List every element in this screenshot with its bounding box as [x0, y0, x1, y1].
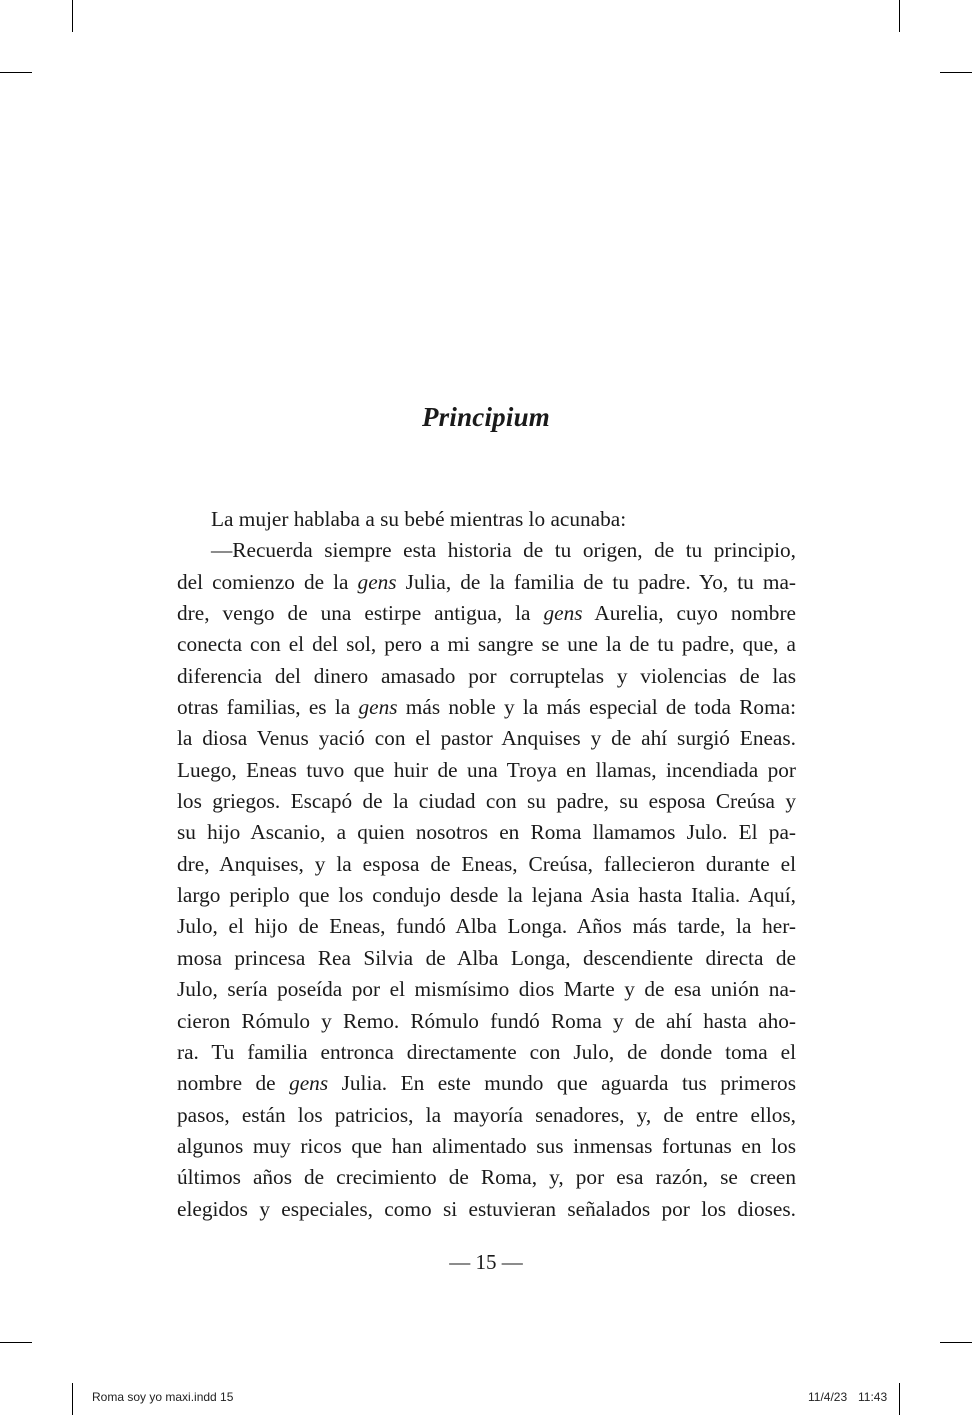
crop-mark-bottom-right — [899, 1383, 900, 1415]
crop-mark-left-bottom — [0, 1342, 32, 1343]
body-line: La mujer hablaba a su bebé mientras lo acunaba: — [211, 507, 627, 531]
body-line: la diosa Venus yació con el pastor Anquises y de ahí surgió Eneas. — [177, 726, 796, 751]
body-line: del comienzo de la gens Julia, de la familia de tu padre. Yo, tu ma- — [177, 569, 796, 594]
slug-time: 11:43 — [858, 1390, 888, 1404]
slug-date: 11/4/23 — [808, 1390, 848, 1404]
italic-term: gens — [543, 601, 583, 626]
body-line: últimos años de crecimiento de Roma, y, por esa razón, se creen — [177, 1165, 796, 1190]
body-line: conecta con el del sol, pero a mi sangre se une la de tu padre, que, a — [177, 632, 796, 657]
page-number: — 15 — — [449, 1250, 523, 1274]
crop-mark-bottom-left — [72, 1383, 73, 1415]
italic-term: gens — [358, 695, 398, 720]
body-line: pasos, están los patricios, la mayoría senadores, y, de entre ellos, — [177, 1102, 796, 1127]
body-line: diferencia del dinero amasado por corruptelas y violencias de las — [177, 663, 796, 688]
body-line: algunos muy ricos que han alimentado sus inmensas fortunas en los — [177, 1133, 796, 1158]
body-line: nombre de gens Julia. En este mundo que aguarda tus primeros — [177, 1071, 796, 1096]
crop-mark-top-right — [899, 0, 900, 32]
body-line: mosa princesa Rea Silvia de Alba Longa, descendiente directa de — [177, 945, 796, 970]
body-line: ra. Tu familia entronca directamente con Julo, de donde toma el — [177, 1039, 796, 1064]
body-line: Julo, sería poseída por el mismísimo dios Marte y de esa unión na- — [177, 977, 796, 1002]
body-line: otras familias, es la gens más noble y la más especial de toda Roma: — [177, 695, 797, 720]
crop-mark-left-top — [0, 72, 32, 73]
body-line: largo periplo que los condujo desde la lejana Asia hasta Italia. Aquí, — [177, 883, 796, 908]
chapter-title: Principium — [421, 402, 551, 432]
body-text — [177, 504, 796, 1225]
body-line: Luego, Eneas tuvo que huir de una Troya en llamas, incendiada por — [177, 757, 796, 782]
body-line: su hijo Ascanio, a quien nosotros en Roma llamamos Julo. El pa- — [177, 820, 796, 845]
body-line: los griegos. Escapó de la ciudad con su padre, su esposa Creúsa y — [177, 789, 796, 814]
crop-mark-right-bottom — [940, 1342, 972, 1343]
slug-filename: Roma soy yo maxi.indd 15 — [92, 1390, 234, 1404]
body-line: cieron Rómulo y Remo. Rómulo fundó Roma y de ahí hasta aho- — [177, 1008, 796, 1033]
body-line: —Recuerda siempre esta historia de tu origen, de tu principio, — [211, 538, 796, 563]
body-line: dre, vengo de una estirpe antigua, la gens Aurelia, cuyo nombre — [177, 601, 796, 626]
italic-term: gens — [357, 569, 397, 594]
crop-mark-top-left — [72, 0, 73, 32]
body-line: dre, Anquises, y la esposa de Eneas, Creúsa, fallecieron durante el — [177, 851, 796, 876]
crop-mark-right-top — [940, 72, 972, 73]
italic-term: gens — [289, 1071, 329, 1096]
body-line: elegidos y especiales, como si estuvieran señalados por los dioses. — [177, 1196, 796, 1221]
body-line: Julo, el hijo de Eneas, fundó Alba Longa. Años más tarde, la her- — [177, 914, 796, 939]
